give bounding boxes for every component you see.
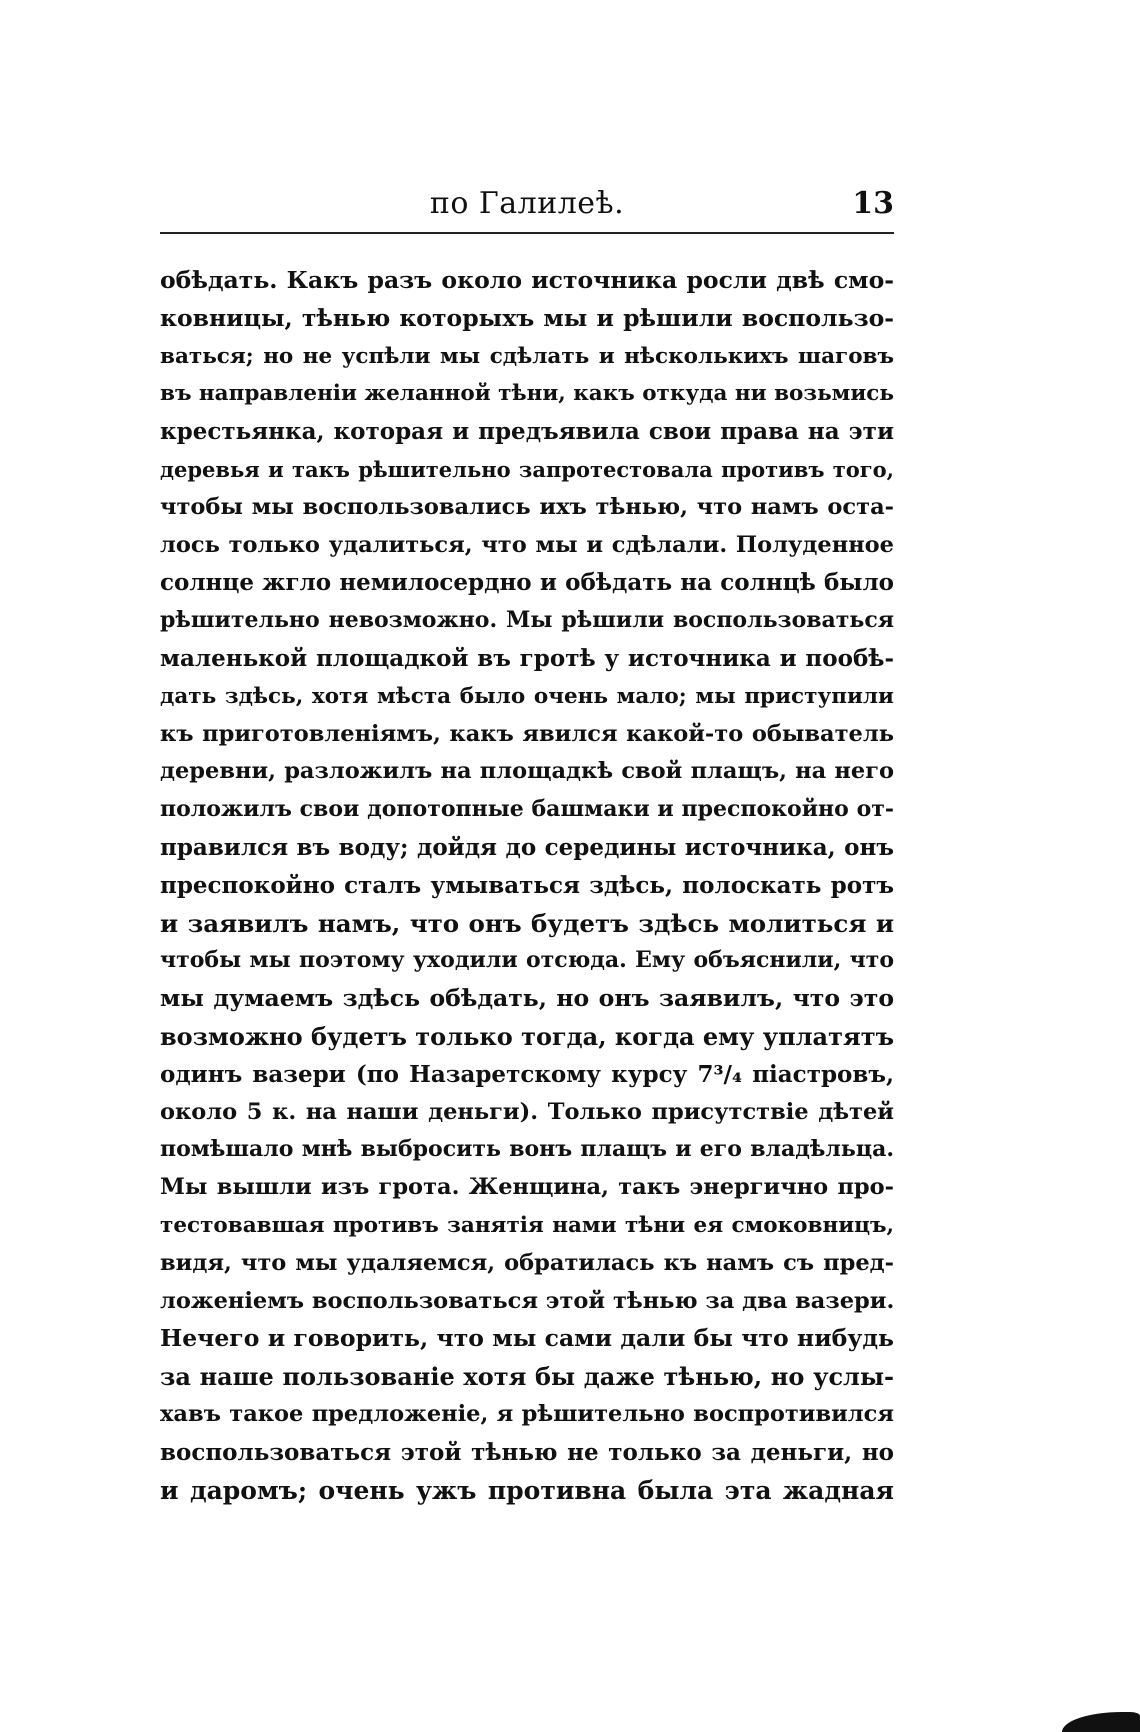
text-line: дать здѣсь, хотя мѣста было очень мало; мы приступили bbox=[160, 683, 894, 709]
text-line: и даромъ; очень ужъ противна была эта жадная bbox=[160, 1475, 894, 1505]
text-line: около 5 к. на наши деньги). Только присутствіе дѣтей bbox=[160, 1098, 894, 1125]
text-line: Нечего и говорить, что мы сами дали бы что нибудь bbox=[160, 1324, 894, 1353]
text-line: и заявилъ намъ, что онъ будетъ здѣсь молиться и bbox=[160, 908, 894, 938]
text-line: крестьянка, которая и предъявила свои права на эти bbox=[160, 418, 894, 446]
page-number: 13 bbox=[852, 186, 894, 221]
header-rule bbox=[160, 232, 894, 234]
text-line: рѣшительно невозможно. Мы рѣшили воспользоваться bbox=[160, 607, 894, 634]
text-line: ковницы, тѣнью которыхъ мы и рѣшили воспользо- bbox=[160, 303, 894, 332]
text-line: солнце жгло немилосердно и обѣдать на солнцѣ было bbox=[160, 569, 894, 597]
text-line: Мы вышли изъ грота. Женщина, такъ энергично про- bbox=[160, 1174, 894, 1201]
text-line: къ приготовленіямъ, какъ явился какой-то обыватель bbox=[160, 720, 894, 747]
text-line: въ направленіи желанной тѣни, какъ откуда ни возьмись bbox=[160, 381, 894, 407]
text-line: деревни, разложилъ на площадкѣ свой плащъ, на него bbox=[160, 758, 894, 785]
text-line: ваться; но не успѣли мы сдѣлать и нѣсколькихъ шаговъ bbox=[160, 343, 894, 369]
text-line: правился въ воду; дойдя до середины источника, онъ bbox=[160, 833, 894, 861]
text-line: маленькой площадкой въ гротѣ у источника и пообѣ- bbox=[160, 644, 894, 672]
text-line: помѣшало мнѣ выбросить вонъ плащъ и его владѣльца. bbox=[160, 1136, 894, 1163]
text-line: лось только удалиться, что мы и сдѣлали. Полуденное bbox=[160, 531, 894, 558]
text-line: за наше пользованіе хотя бы даже тѣнью, но услы- bbox=[160, 1362, 894, 1392]
text-line: преспокойно сталъ умываться здѣсь, полоскать ротъ bbox=[160, 871, 894, 899]
text-line: тестовавшая противъ занятія нами тѣни ея смоковницъ, bbox=[160, 1212, 894, 1238]
text-line: деревья и такъ рѣшительно запротестовала противъ того, bbox=[160, 456, 894, 482]
running-title: по Галилеѣ. bbox=[429, 186, 625, 221]
body-text bbox=[160, 262, 894, 1509]
text-line: ложеніемъ воспользоваться этой тѣнью за два вазери. bbox=[160, 1287, 894, 1314]
text-line: чтобы мы поэтому уходили отсюда. Ему объяснили, что bbox=[160, 947, 894, 974]
page-header bbox=[160, 186, 894, 230]
ink-blot-mark bbox=[1062, 1712, 1140, 1732]
text-line: видя, что мы удаляемся, обратилась къ намъ съ пред- bbox=[160, 1249, 894, 1276]
text-line: чтобы мы воспользовались ихъ тѣнью, что намъ оста- bbox=[160, 493, 894, 520]
text-line: воспользоваться этой тѣнью не только за деньги, но bbox=[160, 1438, 894, 1466]
text-line: мы думаемъ здѣсь обѣдать, но онъ заявилъ, что это bbox=[160, 984, 894, 1013]
text-line: обѣдать. Какъ разъ около источника росли двѣ смо- bbox=[160, 266, 894, 294]
text-line: одинъ вазери (по Назаретскому курсу 7³/₄ піастровъ, bbox=[160, 1060, 894, 1088]
text-line: положилъ свои допотопные башмаки и преспокойно от- bbox=[160, 796, 894, 823]
text-line: хавъ такое предложеніе, я рѣшительно воспротивился bbox=[160, 1400, 894, 1427]
text-line: возможно будетъ только тогда, когда ему уплатятъ bbox=[160, 1021, 894, 1051]
